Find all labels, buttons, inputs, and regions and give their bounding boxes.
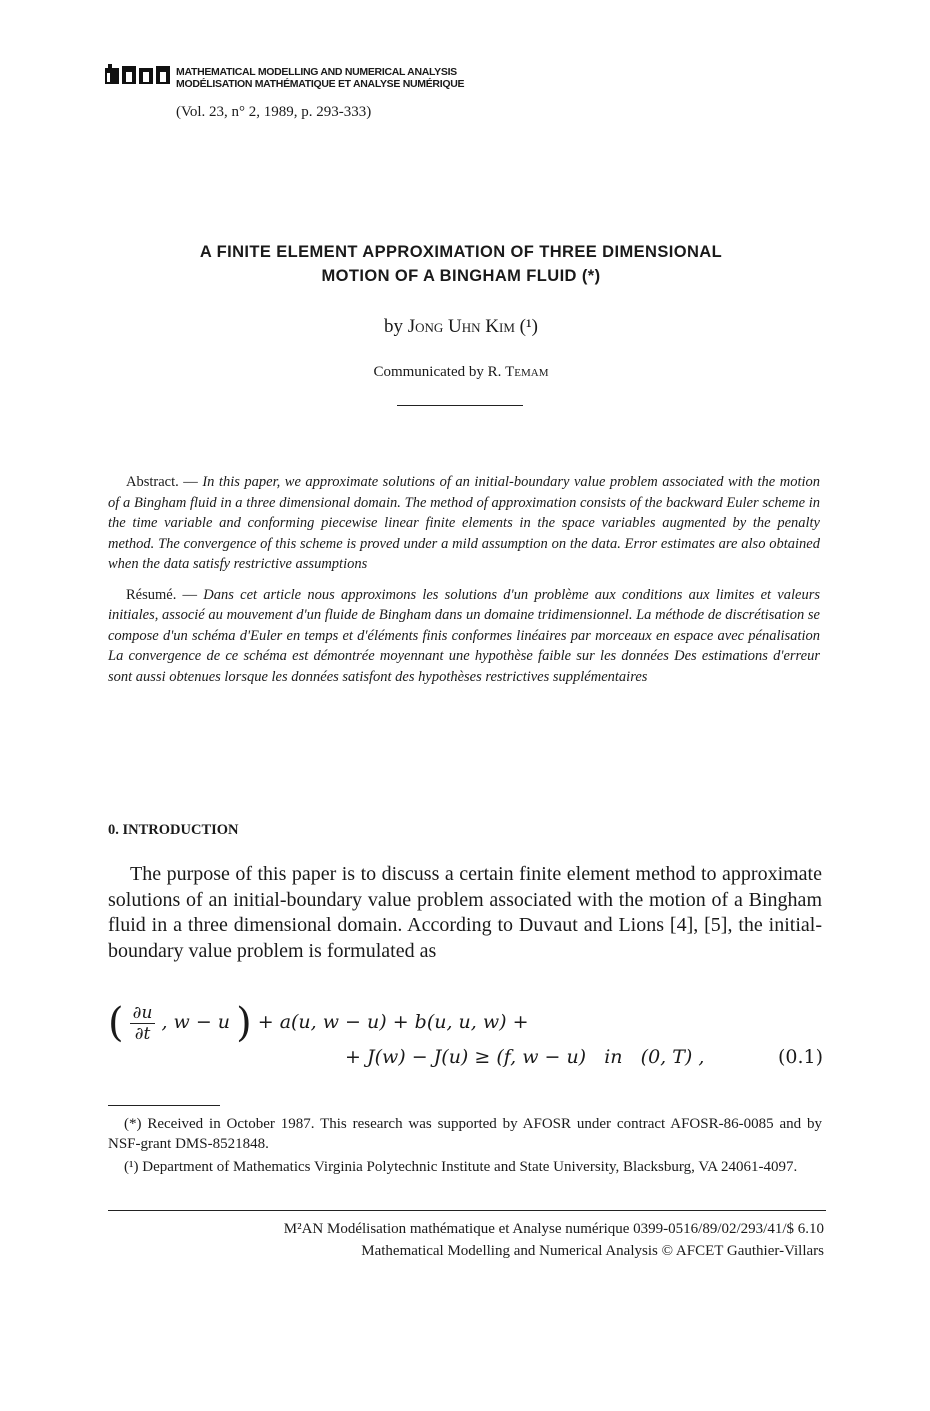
eq-rest: + a(u, w − u) + b(u, u, w) +: [257, 1011, 529, 1033]
left-paren: (: [108, 1000, 124, 1046]
partial-derivative: [130, 1003, 156, 1044]
footnotes: [108, 1114, 822, 1180]
footnote-affiliation: (¹) Department of Mathematics Virginia Polytechnic Institute and State University, Blacksburg, VA 24061-4097.: [124, 1159, 798, 1175]
abstract-block: [108, 472, 820, 697]
communicated-by: [0, 364, 922, 381]
eq-line-2-body: + J(w) − J(u) ≥ (f, w − u) in (0, T) ,: [345, 1046, 705, 1068]
footer-line-2: Mathematical Modelling and Numerical Analysis © AFCET Gauthier-Villars: [361, 1243, 824, 1259]
author-line: [0, 316, 922, 338]
eq-inner: , w − u: [161, 1011, 231, 1033]
abstract-label: Abstract. —: [126, 474, 198, 490]
author-footnote-mark: (¹): [519, 316, 539, 337]
intro-paragraph: [108, 862, 822, 964]
abstract-fr: [108, 585, 820, 688]
frac-denominator: ∂t: [134, 1023, 151, 1044]
section-heading: 0. INTRODUCTION: [108, 822, 239, 838]
footer-rule: [108, 1210, 826, 1211]
resume-label: Résumé. —: [126, 586, 198, 603]
footnote-received: (*) Received in October 1987. This research was supported by AFOSR under contract AFOSR-86-0085 and by NSF-grant DMS-8521848.: [108, 1116, 822, 1152]
author-name: Jong Uhn Kim: [407, 316, 515, 337]
paper-title: [0, 240, 922, 288]
equation-line-2: [345, 1046, 823, 1068]
journal-name-fr: MODÉLISATION MATHÉMATIQUE ET ANALYSE NUMÉRIQUE: [176, 78, 465, 90]
journal-logo: [105, 64, 171, 90]
by-word: by: [383, 316, 403, 337]
footnote-rule: [108, 1105, 220, 1106]
communicator-name: Temam: [505, 364, 549, 380]
right-paren: ): [236, 1000, 252, 1046]
resume-text: Dans cet article nous approximons les solutions d'un problème aux conditions aux limites et valeurs initiales, associé au mouvement d'un fluide de Bingham dans un domaine tridimensionnel. La méthode de discrétisation se compose d'un schéma d'Euler en temps et d'éléments finis conformes linéaires par morceaux en espace avec pénalisation La convergence de ce schéma est démontrée moyennant une hypothèse faible sur les données Des estimations d'erreur sont aussi obtenues lorsque les données satisfont des hypothèses restrictives supplémentaires: [108, 586, 820, 685]
title-line-2: MOTION OF A BINGHAM FLUID (*): [321, 267, 601, 285]
frac-numerator: ∂u: [130, 1003, 156, 1024]
footer-line-1: M²AN Modélisation mathématique et Analyse numérique 0399-0516/89/02/293/41/$ 6.10: [283, 1221, 824, 1237]
equation-number: (0.1): [777, 1046, 823, 1068]
abstract-en: [108, 472, 820, 575]
title-separator: [397, 405, 523, 406]
journal-name: [176, 66, 464, 90]
journal-name-en: MATHEMATICAL MODELLING AND NUMERICAL ANALYSIS: [176, 66, 457, 78]
equation-line-1: [108, 1000, 529, 1046]
intro-text: The purpose of this paper is to discuss a certain finite element method to approximate solutions of an initial-boundary value problem associated with the motion of a Bingham fluid in a three dimensional domain. According to Duvaut and Lions [4], [5], the initial-boundary value problem is formulated as: [108, 863, 822, 962]
communicated-prefix: Communicated by R.: [373, 364, 502, 380]
title-line-1: A FINITE ELEMENT APPROXIMATION OF THREE DIMENSIONAL: [199, 243, 723, 261]
page-footer: [284, 1218, 824, 1262]
volume-info: (Vol. 23, n° 2, 1989, p. 293-333): [176, 104, 372, 120]
abstract-text: In this paper, we approximate solutions of an initial-boundary value problem associated with the motion of a Bingham fluid in a three dimensional domain. The method of approximation consists of the backward Euler scheme in the time variable and conforming piecewise linear finite elements in the space variables augmented by the penalty method. The convergence of this scheme is proved under a mild assumption on the data. Error estimates are also obtained when the data satisfy restrictive assumptions: [108, 474, 820, 572]
